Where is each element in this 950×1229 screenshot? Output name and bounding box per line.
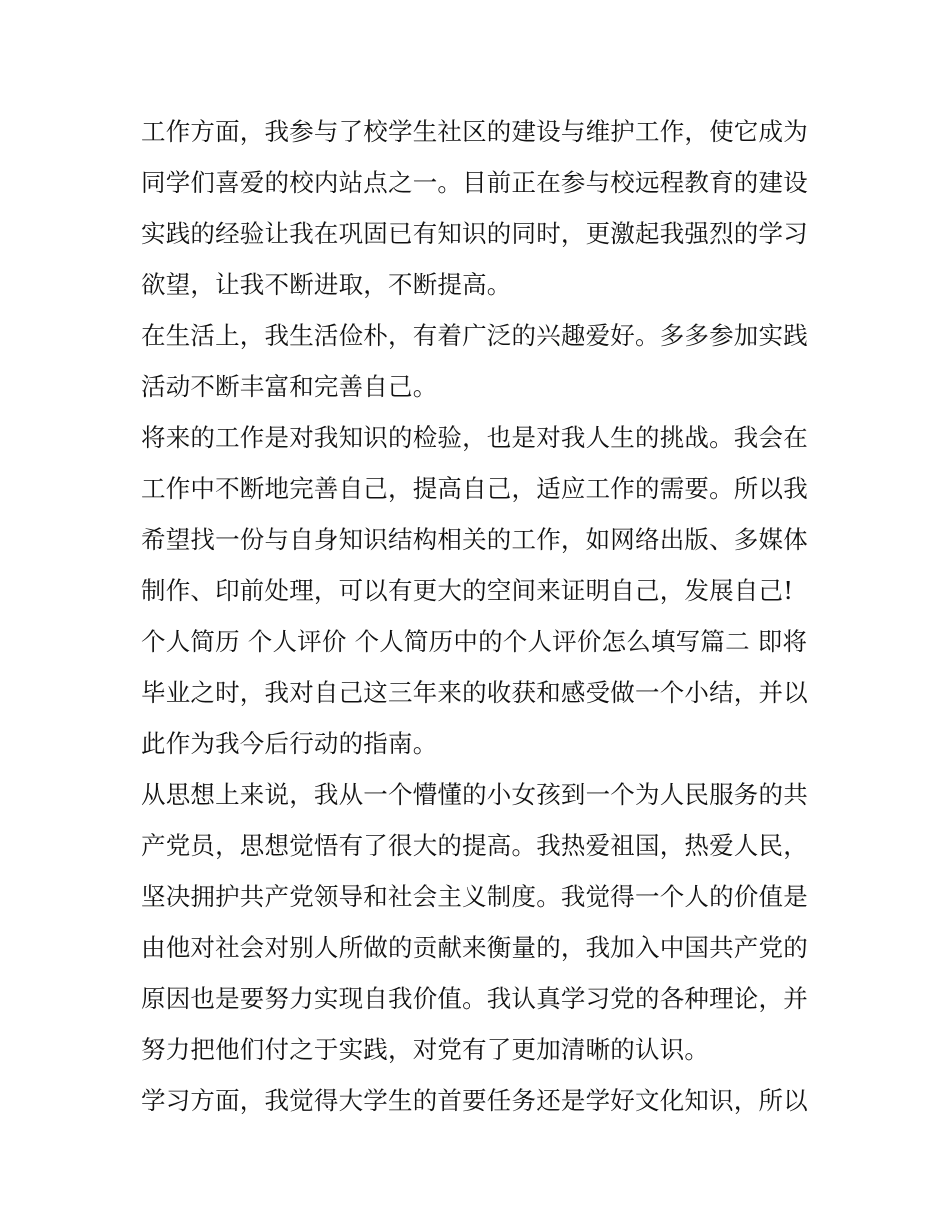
text-line: 工作中不断地完善自己，提高自己，适应工作的需要。所以我 <box>141 474 808 503</box>
text-line: 在生活上，我生活俭朴，有着广泛的兴趣爱好。多多参加实践 <box>141 321 808 350</box>
text-line: 制作、印前处理，可以有更大的空间来证明自己，发展自己! <box>141 576 794 605</box>
text-line: 学习方面，我觉得大学生的首要任务还是学好文化知识，所以 <box>141 1086 808 1115</box>
text-line: 此作为我今后行动的指南。 <box>141 729 438 758</box>
document-body <box>141 106 821 1126</box>
text-line: 将来的工作是对我知识的检验，也是对我人生的挑战。我会在 <box>141 423 808 452</box>
text-line: 工作方面，我参与了校学生社区的建设与维护工作，使它成为 <box>141 117 808 146</box>
text-line: 原因也是要努力实现自我价值。我认真学习党的各种理论，并 <box>141 984 808 1013</box>
text-line: 从思想上来说，我从一个懵懂的小女孩到一个为人民服务的共 <box>141 780 808 809</box>
text-line: 欲望，让我不断进取，不断提高。 <box>141 270 512 299</box>
text-line: 坚决拥护共产党领导和社会主义制度。我觉得一个人的价值是 <box>141 882 808 911</box>
text-line: 产党员，思想觉悟有了很大的提高。我热爱祖国，热爱人民， <box>141 831 808 860</box>
text-line: 同学们喜爱的校内站点之一。目前正在参与校远程教育的建设 <box>141 168 808 197</box>
text-line: 努力把他们付之于实践，对党有了更加清晰的认识。 <box>141 1035 710 1064</box>
text-line: 实践的经验让我在巩固已有知识的同时，更激起我强烈的学习 <box>141 219 808 248</box>
text-line: 个人简历 个人评价 个人简历中的个人评价怎么填写篇二 即将 <box>141 627 808 656</box>
text-line: 毕业之时，我对自己这三年来的收获和感受做一个小结，并以 <box>141 678 808 707</box>
text-line: 由他对社会对别人所做的贡献来衡量的，我加入中国共产党的 <box>141 933 808 962</box>
text-line: 活动不断丰富和完善自己。 <box>141 372 438 401</box>
text-line: 希望找一份与自身知识结构相关的工作，如网络出版、多媒体 <box>141 525 808 554</box>
